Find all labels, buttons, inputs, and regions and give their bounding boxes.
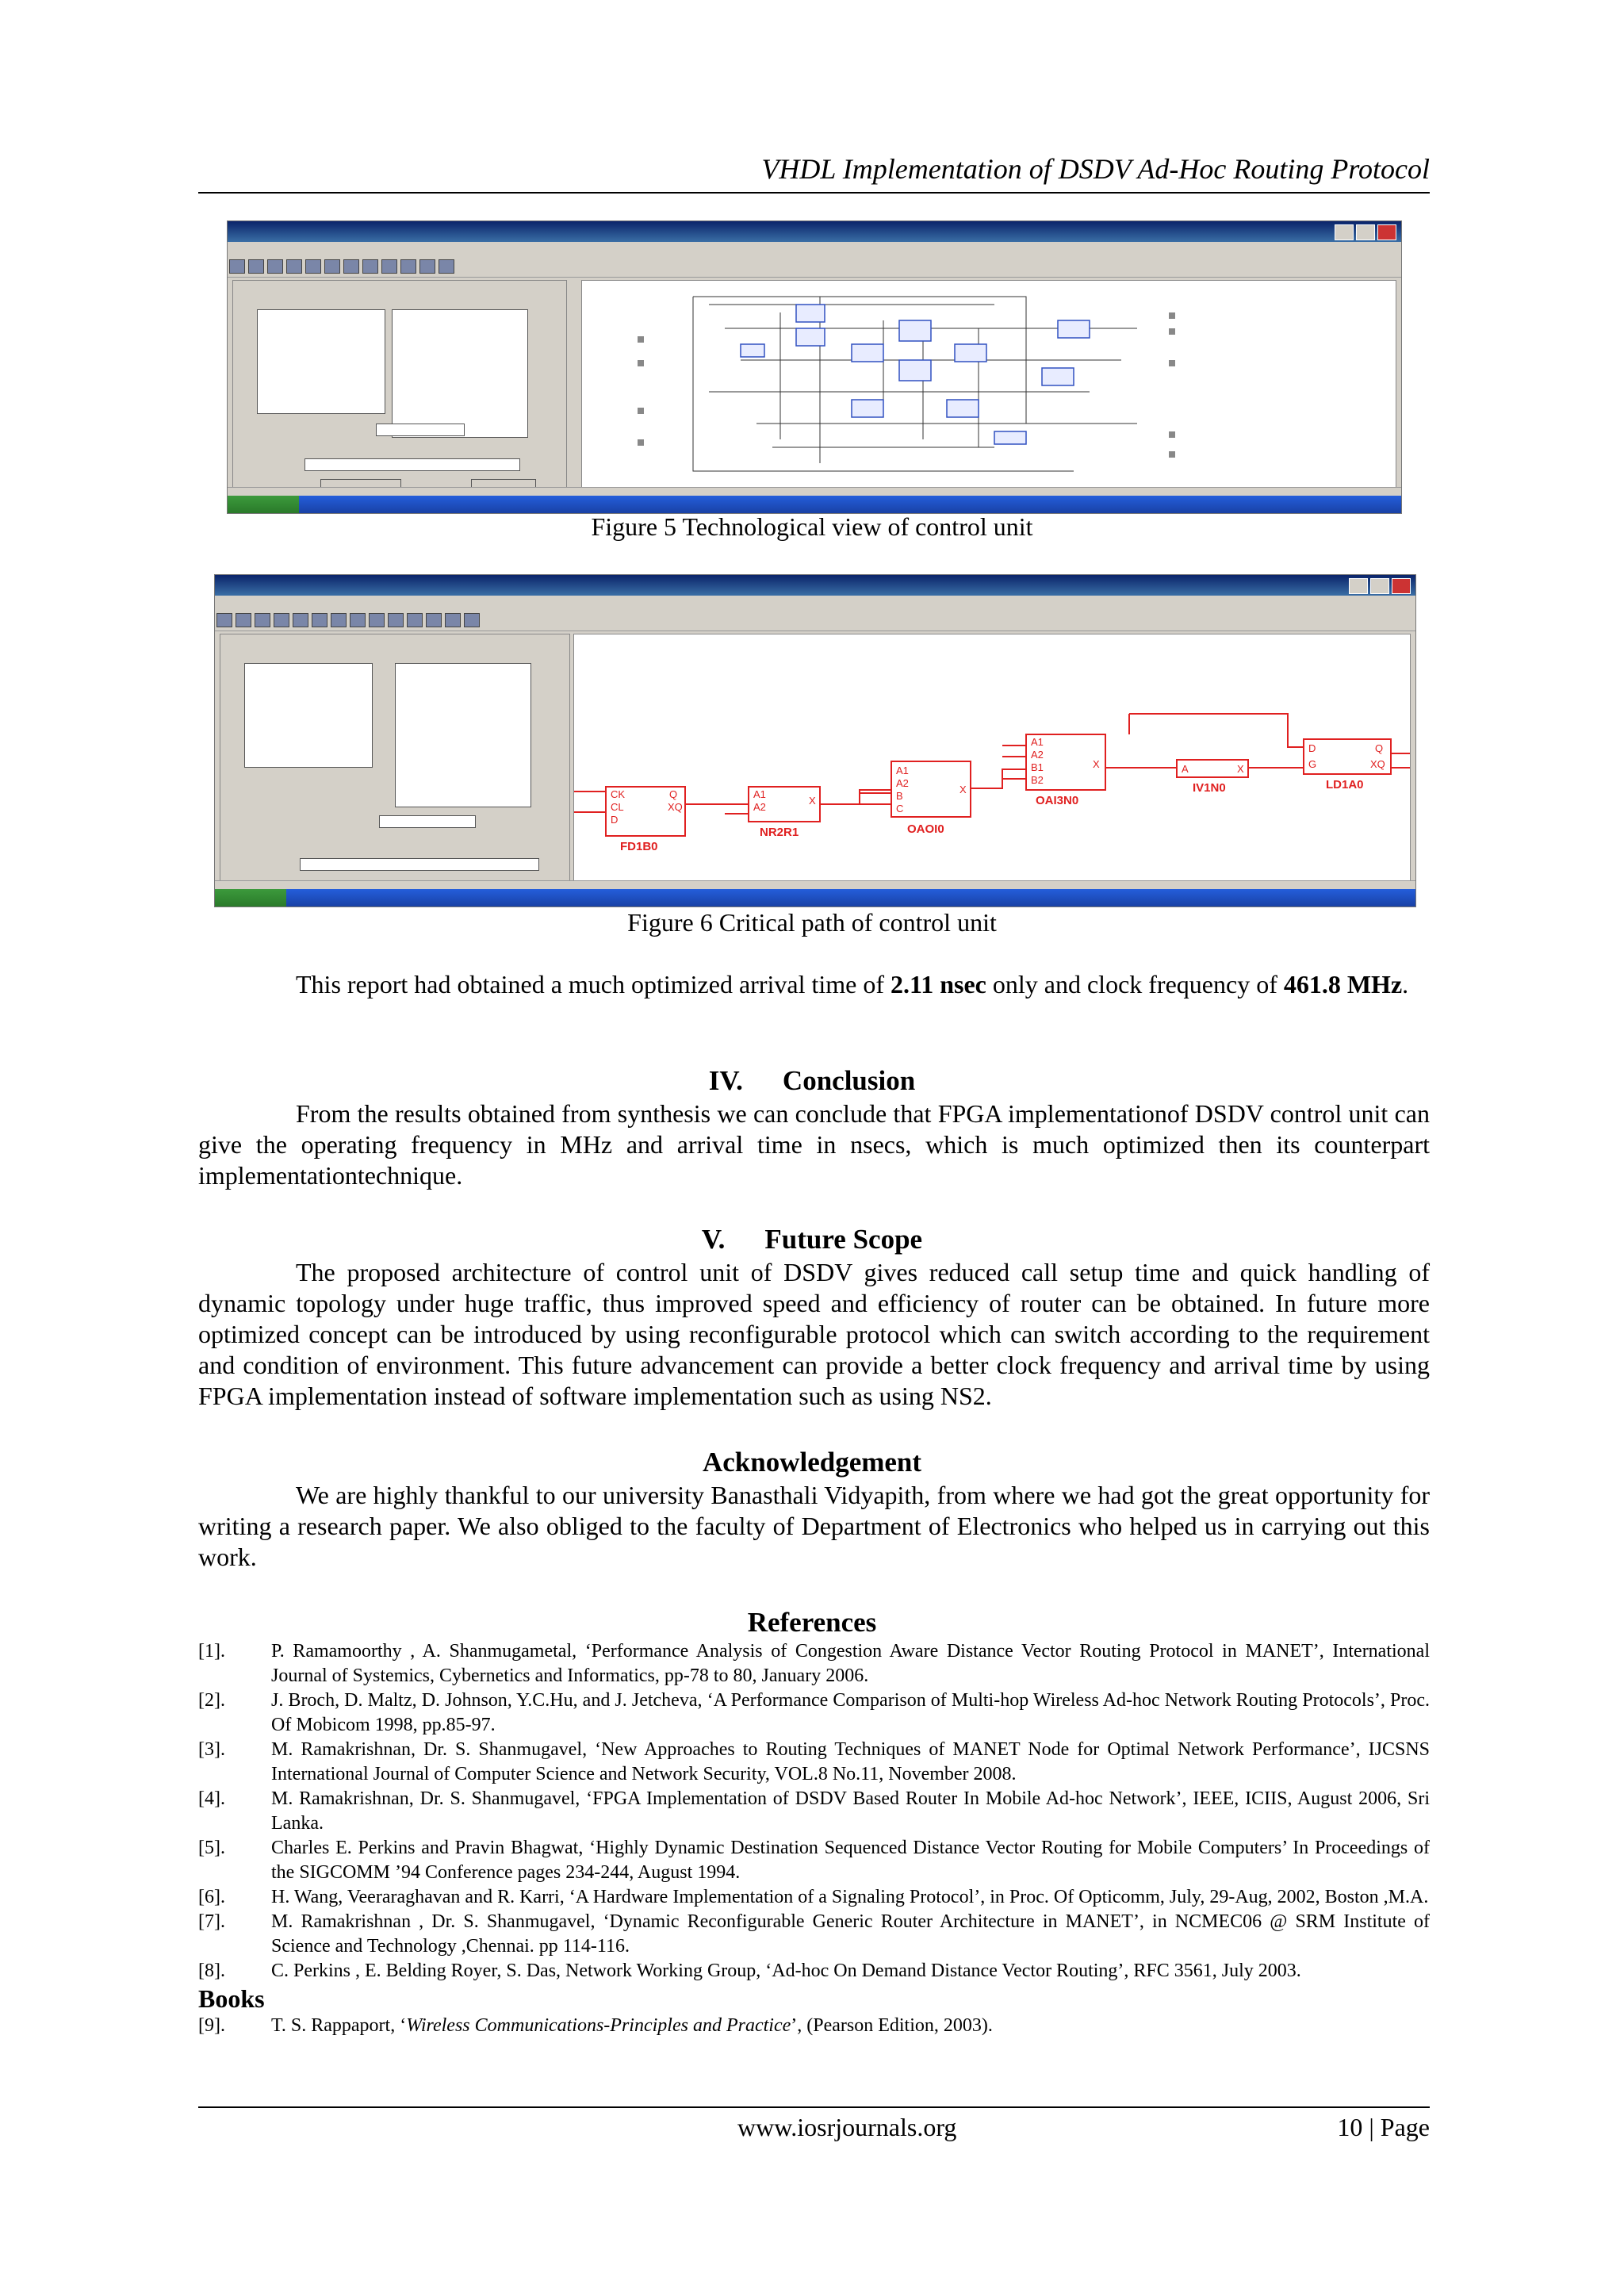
reference-item: [198, 1959, 1430, 1984]
arrival-time-value: 2.11 nsec: [890, 970, 986, 999]
conclusion-heading: [0, 1065, 1624, 1097]
svg-text:B: B: [896, 790, 903, 802]
acknowledgement-heading: Acknowledgement: [702, 1447, 922, 1478]
reference-item: [198, 1787, 1430, 1836]
input-list: [392, 309, 528, 438]
technology-tree: [257, 309, 385, 414]
svg-text:CL: CL: [611, 801, 624, 813]
reference-item: [198, 1910, 1430, 1959]
svg-text:B2: B2: [1031, 774, 1044, 786]
svg-text:A2: A2: [1031, 749, 1044, 761]
figure-6-schematic: [573, 634, 1411, 883]
future-scope-paragraph: The proposed architecture of control unit of DSDV gives reduced call setup time and quick handling of dynamic topology under huge traffic, thus improved speed and efficiency of router can be obtained. In future more optimized concept can be introduced by using reconfigurable protocol which can switch according to the requirement and condition of environment. This future advancement can provide a better clock frequency and arrival time by using FPGA implementation instead of software implementation such as using NS2.: [198, 1258, 1430, 1410]
reference-number: [1].: [198, 1641, 225, 1662]
figure-5-schematic: [581, 280, 1396, 489]
reference-text: H. Wang, Veeraraghavan and R. Karri, ‘A Hardware Implementation of a Signaling Protocol’, in Proc. Of Opticomm, July, 29-Aug, 2002, Boston ,M.A.: [271, 1887, 1429, 1907]
reference-number: [4].: [198, 1788, 225, 1809]
taskbar: [228, 496, 1401, 513]
reference-text: C. Perkins , E. Belding Royer, S. Das, Network Working Group, ‘Ad-hoc On Demand Distance Vector Routing’, RFC 3561, July 2003.: [271, 1961, 1301, 1981]
svg-text:C: C: [896, 803, 904, 815]
book-author: T. S. Rappaport, ‘: [271, 2015, 407, 2036]
critical-path-schematic: [574, 634, 1410, 882]
svg-text:X: X: [1237, 763, 1244, 775]
cell-label-oai3n0: OAI3N0: [1036, 794, 1079, 807]
figure-5-caption: Figure 5 Technological view of control unit: [591, 512, 1033, 541]
clock-frequency-field: [379, 815, 476, 828]
svg-text:A1: A1: [896, 765, 909, 776]
figure-6-caption: Figure 6 Critical path of control unit: [627, 908, 997, 937]
start-button: [215, 889, 286, 907]
status-bar: [215, 880, 1415, 889]
svg-text:Q: Q: [669, 788, 678, 800]
status-bar: [228, 487, 1401, 496]
svg-text:X: X: [809, 795, 816, 807]
future-scope-title: Future Scope: [764, 1224, 923, 1255]
svg-text:X: X: [1093, 758, 1100, 770]
svg-text:A1: A1: [753, 788, 766, 800]
svg-text:G: G: [1308, 758, 1317, 770]
reference-text: Charles E. Perkins and Pravin Bhagwat, ‘Highly Dynamic Destination Sequenced Distance Vector Routing for Mobile Computers’ In Proceedings of the SIGCOMM ’94 Conference pages 234-244, August 1994.: [271, 1838, 1430, 1883]
start-button: [228, 496, 299, 513]
page-number: 10 | Page: [1337, 2113, 1430, 2141]
toolbar: [215, 610, 1415, 631]
future-scope-number: V.: [701, 1224, 726, 1255]
figure-6-screenshot: [214, 574, 1416, 907]
reference-item: [198, 1738, 1430, 1787]
window-buttons: [1335, 224, 1396, 240]
reference-number: [3].: [198, 1739, 225, 1760]
menu-bar: [228, 242, 1401, 257]
svg-text:Q: Q: [1375, 742, 1384, 754]
technology-tree: [244, 663, 373, 768]
page-footer: [198, 2106, 1430, 2141]
reference-item: [198, 1885, 1430, 1910]
book-title: Wireless Communications-Principles and Practice: [406, 2015, 791, 2036]
cell-label-nr2r1: NR2R1: [760, 826, 799, 839]
result-text-2: only and clock frequency of: [986, 970, 1284, 999]
figure-5-titlebar: [228, 221, 1401, 242]
output-file-field: [300, 858, 539, 871]
references-list: [198, 1639, 1430, 2038]
cell-label-iv1n0: IV1N0: [1193, 781, 1226, 795]
technology-schematic: [582, 281, 1396, 490]
acknowledgement-paragraph: We are highly thankful to our university Banasthali Vidyapith, from where we had got the great opportunity for writing a research paper. We also obliged to the faculty of Department of Electronics who helped us in carrying out this work.: [198, 1481, 1430, 1571]
conclusion-number: IV.: [708, 1065, 743, 1096]
reference-text: J. Broch, D. Maltz, D. Johnson, Y.C.Hu, and J. Jetcheva, ‘A Performance Comparison of Multi-hop Wireless Ad-hoc Network Routing Protocols’, Proc. Of Mobicom 1998, pp.85-97.: [271, 1690, 1430, 1735]
result-text-1: This report had obtained a much optimized arrival time of: [296, 970, 891, 999]
conclusion-title: Conclusion: [782, 1065, 916, 1096]
svg-text:XQ: XQ: [1370, 758, 1385, 770]
references-heading: References: [747, 1607, 877, 1638]
book-publisher: ’, (Pearson Edition, 2003).: [791, 2015, 993, 2036]
svg-text:A1: A1: [1031, 736, 1044, 748]
cell-label-ld1a0: LD1A0: [1326, 778, 1364, 792]
svg-text:A: A: [1182, 763, 1189, 775]
books-heading: Books: [198, 1984, 265, 2013]
svg-text:CK: CK: [611, 788, 626, 800]
svg-text:XQ: XQ: [668, 801, 683, 813]
reference-number: [6].: [198, 1887, 225, 1907]
reference-text: P. Ramamoorthy , A. Shanmugametal, ‘Performance Analysis of Congestion Aware Distance Vector Routing Protocol in MANET’, International Journal of Systemics, Cybernetics and Informatics, pp-78 to 80, January 2006.: [271, 1641, 1430, 1686]
reference-number: [9].: [198, 2015, 225, 2036]
running-header: [198, 152, 1430, 194]
running-title: VHDL Implementation of DSDV Ad-Hoc Routing Protocol: [761, 153, 1430, 185]
clock-frequency-field: [376, 424, 465, 436]
reference-text: M. Ramakrishnan , Dr. S. Shanmugavel, ‘Dynamic Reconfigurable Generic Router Architecture in MANET’, in NCMEC06 @ SRM Institute of Science and Technology ,Chennai. pp 114-116.: [271, 1911, 1430, 1957]
svg-text:D: D: [611, 814, 619, 826]
svg-text:A2: A2: [896, 777, 909, 789]
output-file-field: [304, 458, 520, 471]
quick-setup-panel: [220, 634, 570, 883]
reference-number: [2].: [198, 1690, 225, 1711]
menu-bar: [215, 596, 1415, 611]
future-scope-heading: [0, 1224, 1624, 1255]
reference-text: [271, 2014, 1430, 2038]
journal-website: www.iosrjournals.org: [737, 2113, 957, 2141]
svg-text:X: X: [959, 784, 967, 795]
taskbar: [215, 889, 1415, 907]
reference-text: M. Ramakrishnan, Dr. S. Shanmugavel, ‘New Approaches to Routing Techniques of MANET Node for Optimal Network Performance’, IJCSNS International Journal of Computer Science and Network Security, VOL.8 No.11, November 2008.: [271, 1739, 1430, 1784]
reference-item: [198, 1836, 1430, 1885]
toolbar: [228, 256, 1401, 278]
cell-label-fd1b0: FD1B0: [620, 840, 658, 853]
reference-text: M. Ramakrishnan, Dr. S. Shanmugavel, ‘FPGA Implementation of DSDV Based Router In Mobile Ad-hoc Network’, IEEE, ICIIS, August 2006, Sri Lanka.: [271, 1788, 1430, 1834]
reference-number: [5].: [198, 1838, 225, 1858]
figure-6-titlebar: [215, 575, 1415, 596]
svg-text:D: D: [1308, 742, 1316, 754]
reference-number: [7].: [198, 1911, 225, 1932]
window-buttons: [1349, 578, 1411, 594]
figure-5-screenshot: [227, 220, 1402, 514]
reference-item: [198, 1688, 1430, 1738]
cell-label-oaoi0: OAOI0: [907, 822, 944, 836]
reference-number: [8].: [198, 1961, 225, 1981]
reference-item: [198, 2014, 1430, 2038]
result-paragraph: [198, 969, 1430, 1000]
reference-item: [198, 1639, 1430, 1688]
result-text-3: .: [1402, 970, 1409, 999]
conclusion-paragraph: From the results obtained from synthesis we can conclude that FPGA implementationof DSDV control unit can give the operating frequency in MHz and arrival time in nsecs, which is much optimized then its counterpart implementationtechnique.: [198, 1099, 1430, 1190]
clock-frequency-value: 461.8 MHz: [1283, 970, 1403, 999]
svg-text:B1: B1: [1031, 761, 1044, 773]
svg-text:A2: A2: [753, 801, 766, 813]
quick-setup-panel: [232, 280, 567, 489]
input-list: [395, 663, 531, 807]
